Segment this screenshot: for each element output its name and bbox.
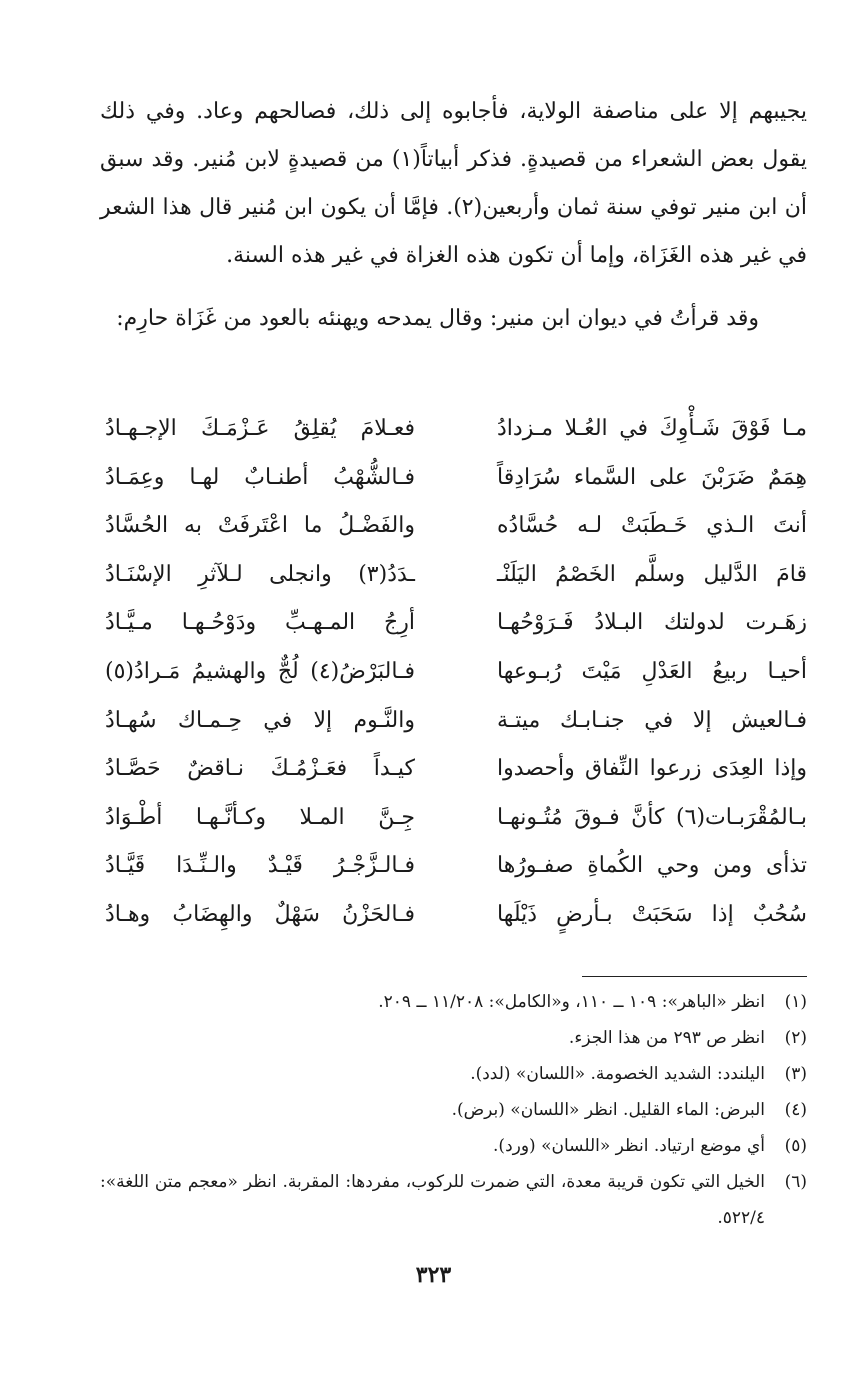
footnotes [100, 984, 807, 1236]
footnote-number: (١) [784, 992, 807, 1012]
verse-first-hemistich: زهَـرت لدولتك البـلادُ فَـرَوْحُهـا [497, 610, 807, 636]
footnote [100, 984, 807, 1020]
footnote-number: (٦) [784, 1172, 807, 1192]
verse-second-hemistich: والنَّـوم إلا في حِـمـاك سُهـادُ [105, 707, 415, 733]
footnote-text: البرض: الماء القليل. انظر «اللسان» (برض). [451, 1100, 765, 1120]
verse-first-hemistich: أنتَ الـذي خَـطَبَتْ لـه حُسَّادُه [497, 513, 807, 539]
footnote-number: (٥) [784, 1136, 807, 1156]
verse-line [100, 454, 807, 503]
footnote-text: انظر ص ٢٩٣ من هذا الجزء. [568, 1028, 765, 1048]
footnote [100, 1164, 807, 1236]
verse-second-hemistich: ـدَدُ(٣) وانجلى لـلآثرِ الإسْنَـادُ [105, 561, 415, 587]
verse-line [100, 794, 807, 843]
verse-line [100, 551, 807, 600]
footnote-text: انظر «الباهر»: ١٠٩ ــ ١١٠، و«الكامل»: ١١/٢٠٨ ــ ٢٠٩. [378, 992, 765, 1012]
footnote [100, 1056, 807, 1092]
verse-line [100, 502, 807, 551]
verse-second-hemistich: أرِجُ المـهـبِّ ودَوْحُـهـا مـيَّـادُ [105, 610, 415, 636]
verse-second-hemistich: كيـداً فعَـزْمُـكَ نـاقضٌ حَصَّـادُ [105, 756, 415, 782]
page-number: ٣٢٣ [415, 1262, 452, 1288]
poem [100, 405, 807, 940]
verse-second-hemistich: جِـنَّ المـلا وكـأنَّـهـا أطْـوَادُ [105, 804, 415, 830]
verse-first-hemistich: وإذا العِدَى زرعوا النِّفاق وأحصدوا [497, 756, 807, 782]
verse-second-hemistich: فـالبَرْضُ(٤) لُجٌّ والهشيمُ مَـرادُ(٥) [105, 658, 415, 684]
verse-second-hemistich: فـالـزَّجْـرُ قَيْـدٌ والـنِّـدَا قَيَّـادُ [105, 853, 415, 879]
verse-line [100, 842, 807, 891]
verse-first-hemistich: هِمَمٌ ضَرَبْنَ على السَّماء سُرَادِقاً [497, 464, 807, 490]
verse-first-hemistich: أحيـا ربيعُ العَدْلِ مَيْتَ رُبـوعها [497, 658, 807, 684]
verse-line [100, 745, 807, 794]
footnote-number: (٤) [784, 1100, 807, 1120]
verse-second-hemistich: فـالحَزْنُ سَهْلٌ والهِضَابُ وهـادُ [105, 901, 415, 927]
verse-line [100, 599, 807, 648]
footnote-text: اليلندد: الشديد الخصومة. «اللسان» (لدد). [470, 1064, 765, 1084]
footnote-number: (٢) [784, 1028, 807, 1048]
verse-first-hemistich: فـالعيش إلا في جنـابـك ميتـة [497, 707, 807, 733]
verse-second-hemistich: والفَضْـلُ ما اعْتَرفَتْ به الحُسَّادُ [105, 513, 415, 539]
verse-first-hemistich: قامَ الدَّليل وسلَّم الخَصْمُ اليَلَنْـ [497, 561, 807, 587]
footnote [100, 1092, 807, 1128]
verse-line [100, 891, 807, 940]
verse-first-hemistich: مـا فَوْقَ شَـأْوِكَ في العُـلا مـزدادُ [497, 416, 807, 441]
verse-line [100, 405, 807, 454]
footnote-text: الخيل التي تكون قريبة معدة، التي ضمرت للركوب، مفردها: المقربة. انظر «معجم متن اللغة»: ٥٢٢/٤. [100, 1172, 765, 1228]
footnote [100, 1020, 807, 1056]
footnote-number: (٣) [784, 1064, 807, 1084]
verse-first-hemistich: بـالمُقْرَبـات(٦) كأنَّ فـوقَ مُتُـونهـا [497, 804, 807, 830]
verse-second-hemistich: فعـلامَ يُقلِقُ عَـزْمَـكَ الإجـهـادُ [105, 416, 415, 441]
verse-line [100, 648, 807, 697]
footnote [100, 1128, 807, 1164]
verse-line [100, 697, 807, 746]
verse-second-hemistich: فـالشُّهْبُ أطنـابٌ لهـا وعِمَـادُ [105, 464, 415, 490]
footnote-separator [582, 976, 807, 977]
verse-first-hemistich: سُحُبٌ إذا سَحَبَتْ بـأرضٍ ذَيْلَها [497, 901, 807, 927]
verse-first-hemistich: تذأى ومن وحي الكُماةِ صفـورُها [497, 853, 807, 879]
body-paragraph: يجيبهم إلا على مناصفة الولاية، فأجابوه إلى ذلك، فصالحهم وعاد. وفي ذلك يقول بعض الشعراء من قصيدةٍ. فذكر أبياتاً(١) من قصيدةٍ لابن مُنير. وقد سبق أن ابن منير توفي سنة ثمان وأربعين(٢). فإمَّا أن يكون ابن مُنير قال هذا الشعر في غير هذه الغَزَاة، وإما أن تكون هذه الغزاة في غير هذه السنة. [100, 99, 807, 268]
poem-introduction: وقد قرأتُ في ديوان ابن منير: وقال يمدحه ويهنئه بالعود من غَزَاة حارِم: [116, 306, 759, 331]
footnote-text: أي موضع ارتياد. انظر «اللسان» (ورد). [493, 1136, 765, 1156]
